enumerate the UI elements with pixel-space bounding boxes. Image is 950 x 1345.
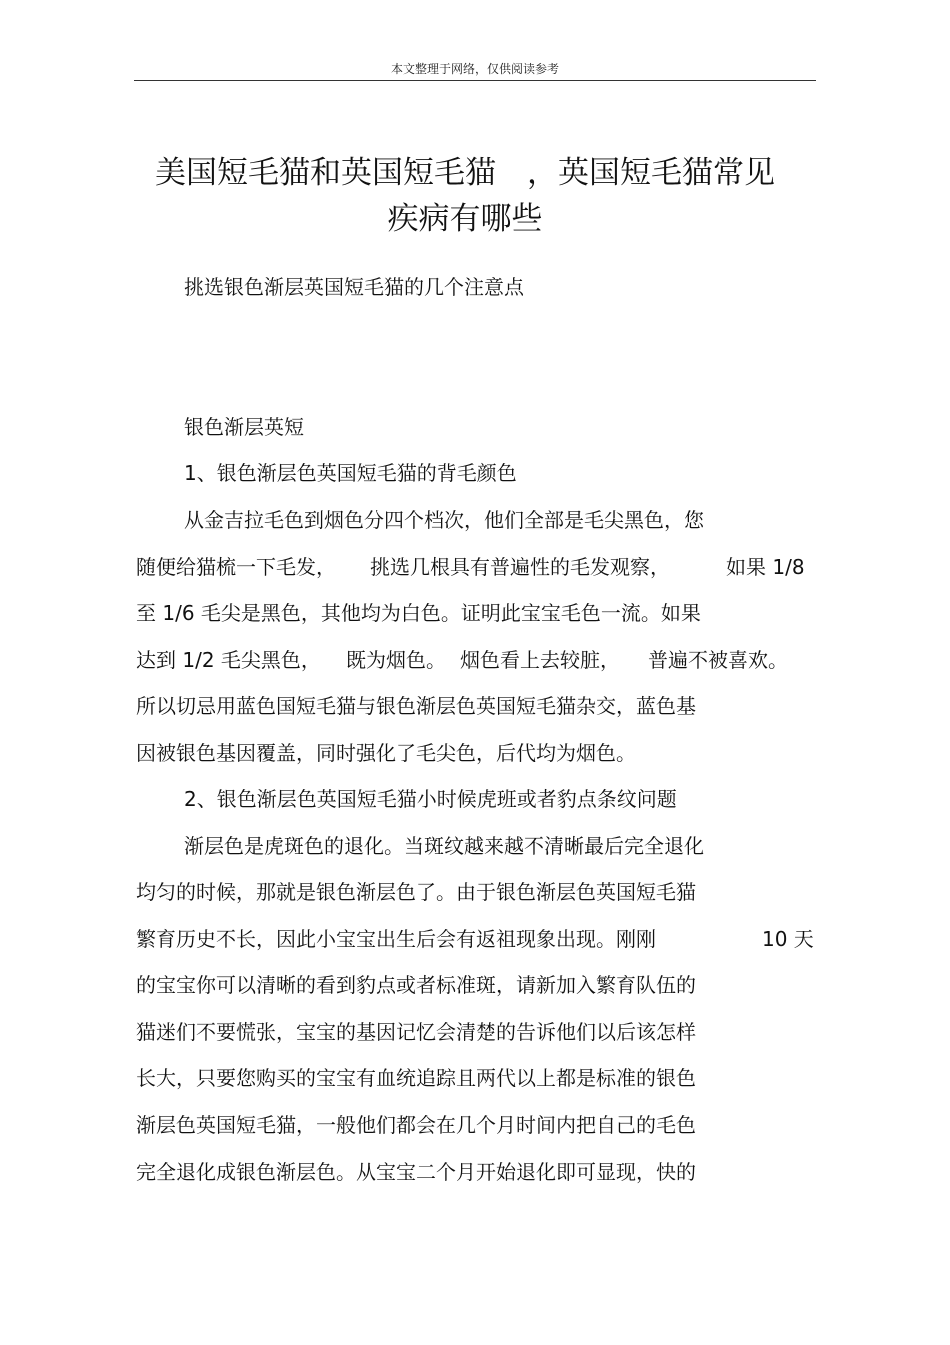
p1-line4-part-b: 既为烟色。 bbox=[346, 648, 446, 672]
paragraph-2-line-3 bbox=[136, 924, 816, 954]
paragraph-1-line-6: 因被银色基因覆盖，同时强化了毛尖色，后代均为烟色。 bbox=[136, 741, 636, 765]
p1-line2-part-a: 随便给猫梳一下毛发， bbox=[136, 555, 336, 579]
p1-line4-part-a: 达到 1/2 毛尖黑色， bbox=[136, 648, 321, 672]
header-divider bbox=[134, 80, 816, 81]
p1-line4-part-c: 烟色看上去较脏， bbox=[460, 648, 620, 672]
paragraph-1-line-1: 从金吉拉毛色到烟色分四个档次，他们全部是毛尖黑色，您 bbox=[184, 508, 704, 532]
p1-line2-part-c: 如果 1/8 bbox=[726, 555, 805, 579]
heading-2: 2、银色渐层色英国短毛猫小时候虎班或者豹点条纹问题 bbox=[184, 787, 677, 811]
paragraph-2-line-5: 猫迷们不要慌张，宝宝的基因记忆会清楚的告诉他们以后该怎样 bbox=[136, 1020, 696, 1044]
page-header: 本文整理于网络，仅供阅读参考 bbox=[390, 62, 559, 76]
p1-line4-part-d: 普遍不被喜欢。 bbox=[648, 648, 788, 672]
paragraph-1-line-3: 至 1/6 毛尖是黑色，其他均为白色。证明此宝宝毛色一流。如果 bbox=[136, 601, 701, 625]
paragraph-2-line-8: 完全退化成银色渐层色。从宝宝二个月开始退化即可显现，快的 bbox=[136, 1160, 696, 1184]
p2-line3-part-a: 繁育历史不长，因此小宝宝出生后会有返祖现象出现。刚刚 bbox=[136, 927, 656, 951]
paragraph-1-line-2 bbox=[136, 552, 816, 582]
heading-1: 1、银色渐层色英国短毛猫的背毛颜色 bbox=[184, 461, 517, 485]
paragraph-2-line-7: 渐层色英国短毛猫，一般他们都会在几个月时间内把自己的毛色 bbox=[136, 1113, 696, 1137]
paragraph-2-line-1: 渐层色是虎斑色的退化。当斑纹越来越不清晰最后完全退化 bbox=[184, 834, 704, 858]
paragraph-1-line-4 bbox=[136, 645, 816, 675]
paragraph-1-line-5: 所以切忌用蓝色国短毛猫与银色渐层色英国短毛猫杂交，蓝色基 bbox=[136, 694, 696, 718]
subtitle: 挑选银色渐层英国短毛猫的几个注意点 bbox=[184, 275, 524, 299]
paragraph-2-line-6: 长大，只要您购买的宝宝有血统追踪且两代以上都是标准的银色 bbox=[136, 1066, 696, 1090]
section-label: 银色渐层英短 bbox=[184, 415, 304, 439]
p1-line2-part-b: 挑选几根具有普遍性的毛发观察， bbox=[370, 555, 670, 579]
p2-line3-part-b: 10 天 bbox=[762, 927, 814, 951]
paragraph-2-line-2: 均匀的时候，那就是银色渐层色了。由于银色渐层色英国短毛猫 bbox=[136, 880, 696, 904]
document-title-line-1: 美国短毛猫和英国短毛猫 ，英国短毛猫常见 bbox=[155, 155, 775, 191]
document-title-line-2: 疾病有哪些 bbox=[387, 201, 543, 237]
paragraph-2-line-4: 的宝宝你可以清晰的看到豹点或者标准斑，请新加入繁育队伍的 bbox=[136, 973, 696, 997]
